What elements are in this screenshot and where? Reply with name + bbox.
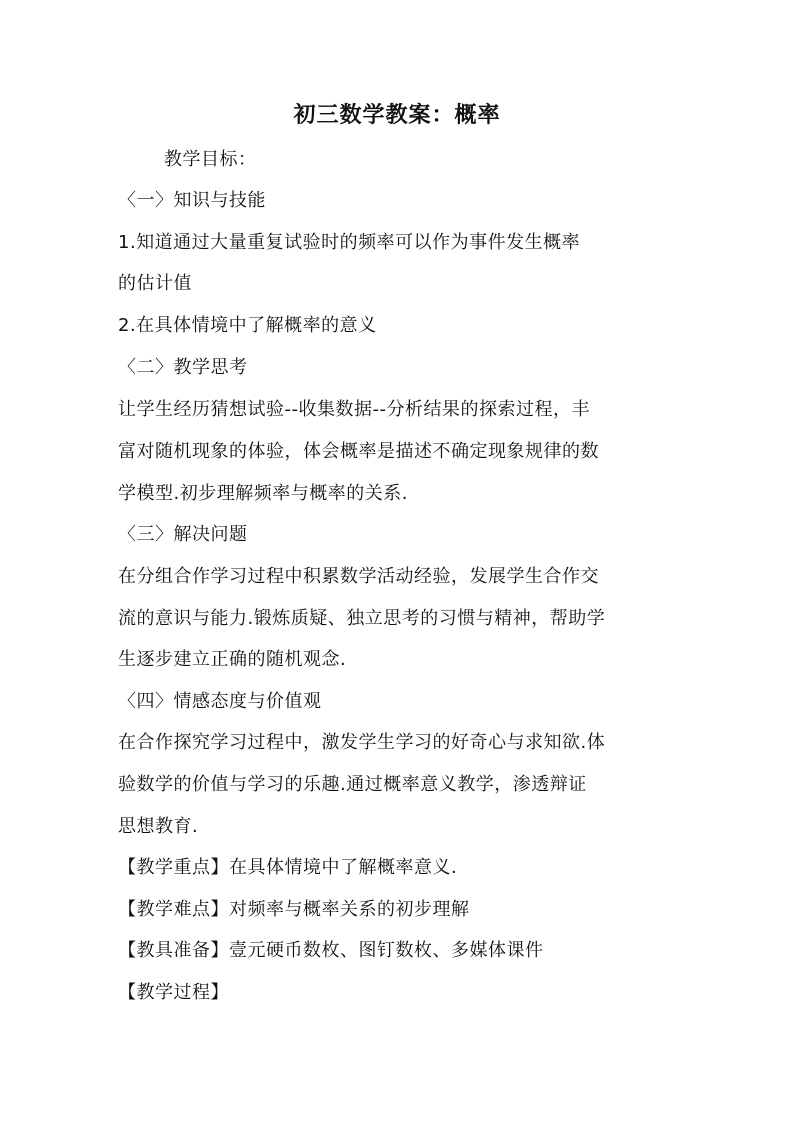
teaching-process-heading: 【教学过程】 — [118, 982, 229, 1003]
text-line: 流的意识与能力.锻炼质疑、独立思考的习惯与精神，帮助学 — [118, 608, 606, 629]
text-line: 1.知道通过大量重复试验时的频率可以作为事件发生概率 — [118, 232, 581, 253]
section-heading-attitude-values: 〈四〉情感态度与价值观 — [118, 691, 322, 712]
text-line: 学模型.初步理解频率与概率的关系. — [118, 483, 408, 504]
text-line: 2.在具体情境中了解概率的意义 — [118, 315, 377, 336]
text-line: 富对随机现象的体验，体会概率是描述不确定现象规律的数 — [118, 441, 599, 462]
text-line: 生逐步建立正确的随机观念. — [118, 649, 347, 670]
section-heading-problem-solving: 〈三〉解决问题 — [118, 524, 248, 545]
key-point-line: 【教学重点】在具体情境中了解概率意义. — [118, 857, 458, 878]
text-line: 在分组合作学习过程中积累数学活动经验，发展学生合作交 — [118, 566, 599, 587]
text-line-teaching-goals: 教学目标： — [164, 149, 257, 170]
text-line: 思想教育. — [118, 816, 199, 837]
section-heading-teaching-thinking: 〈二〉教学思考 — [118, 357, 248, 378]
materials-line: 【教具准备】壹元硬币数枚、图钉数枚、多媒体课件 — [118, 940, 544, 961]
section-heading-knowledge-skills: 〈一〉知识与技能 — [118, 190, 266, 211]
text-line: 验数学的价值与学习的乐趣.通过概率意义教学，渗透辩证 — [118, 774, 587, 795]
text-line: 在合作探究学习过程中，激发学生学习的好奇心与求知欲.体 — [118, 732, 606, 753]
difficult-point-line: 【教学难点】对频率与概率关系的初步理解 — [118, 899, 470, 920]
text-line: 的估计值 — [118, 273, 192, 294]
document-title: 初三数学教案：概率 — [293, 103, 501, 128]
text-line: 让学生经历猜想试验--收集数据--分析结果的探索过程，丰 — [118, 399, 590, 420]
